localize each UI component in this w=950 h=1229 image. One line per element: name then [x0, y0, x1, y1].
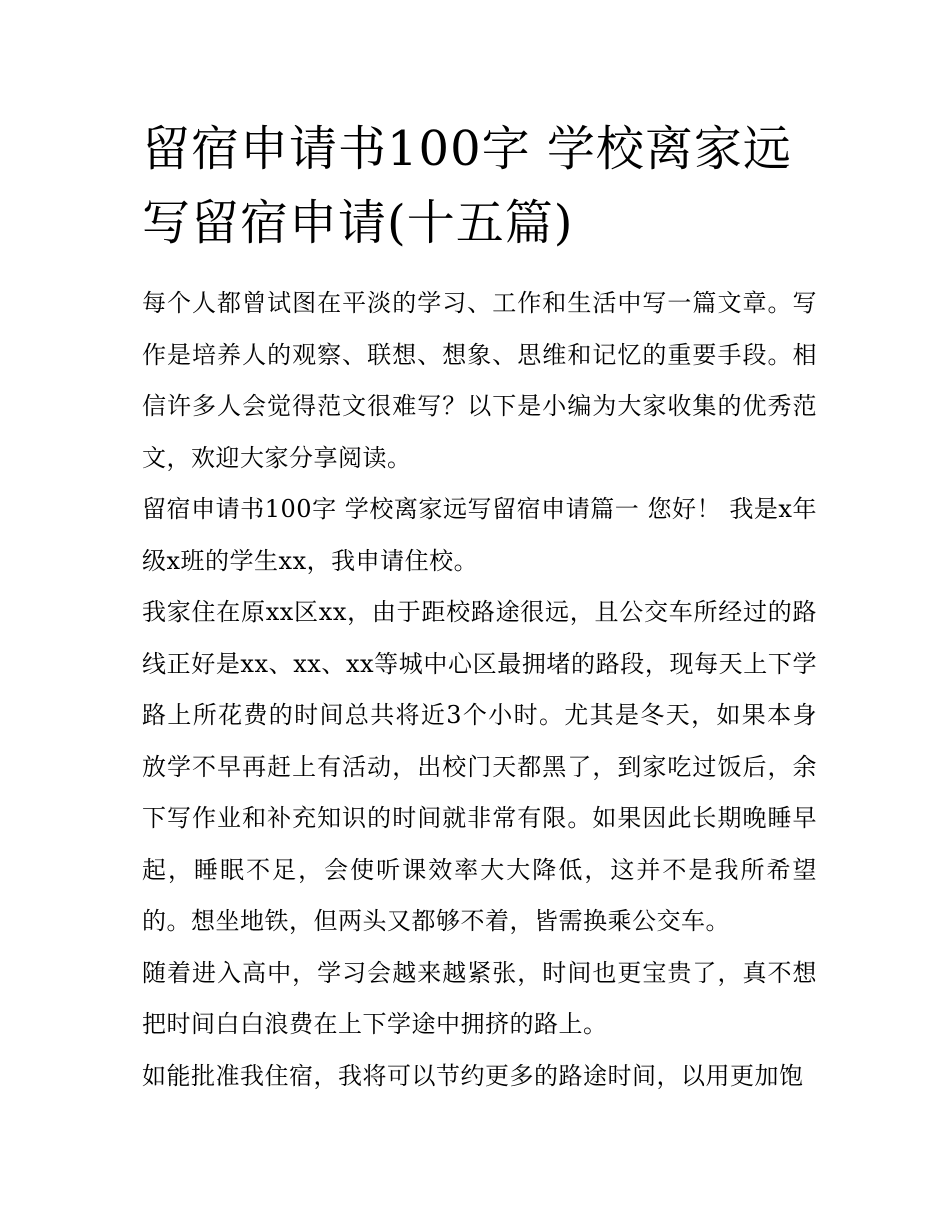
paragraph-request: 如能批准我住宿，我将可以节约更多的路途时间，以用更加饱	[142, 1061, 804, 1090]
paragraph-greeting: 留宿申请书100字 学校离家远写留宿申请篇一 您好！ 我是x年级x班的学生xx，我申请住校。	[142, 495, 817, 575]
document-title: 留宿申请书100字 学校离家远写留宿申请(十五篇)	[142, 121, 792, 251]
paragraph-intro: 每个人都曾试图在平淡的学习、工作和生活中写一篇文章。写作是培养人的观察、联想、想象、思维和记忆的重要手段。相信许多人会觉得范文很难写？以下是小编为大家收集的优秀范文，欢迎大家分享阅读。	[142, 289, 817, 472]
document-body	[142, 278, 817, 1102]
paragraph-high-school: 随着进入高中，学习会越来越紧张，时间也更宝贵了，真不想把时间白白浪费在上下学途中拥挤的路上。	[142, 958, 817, 1038]
paragraph-reason: 我家住在原xx区xx，由于距校路途很远，且公交车所经过的路线正好是xx、xx、xx等城中心区最拥堵的路段，现每天上下学路上所花费的时间总共将近3个小时。尤其是冬天，如果本身放学不早再赶上有活动，出校门天都黑了，到家吃过饭后，余下写作业和补充知识的时间就非常有限。如果因此长期晚睡早起，睡眠不足，会使听课效率大大降低，这并不是我所希望的。想坐地铁，但两头又都够不着，皆需换乘公交车。	[142, 598, 817, 935]
